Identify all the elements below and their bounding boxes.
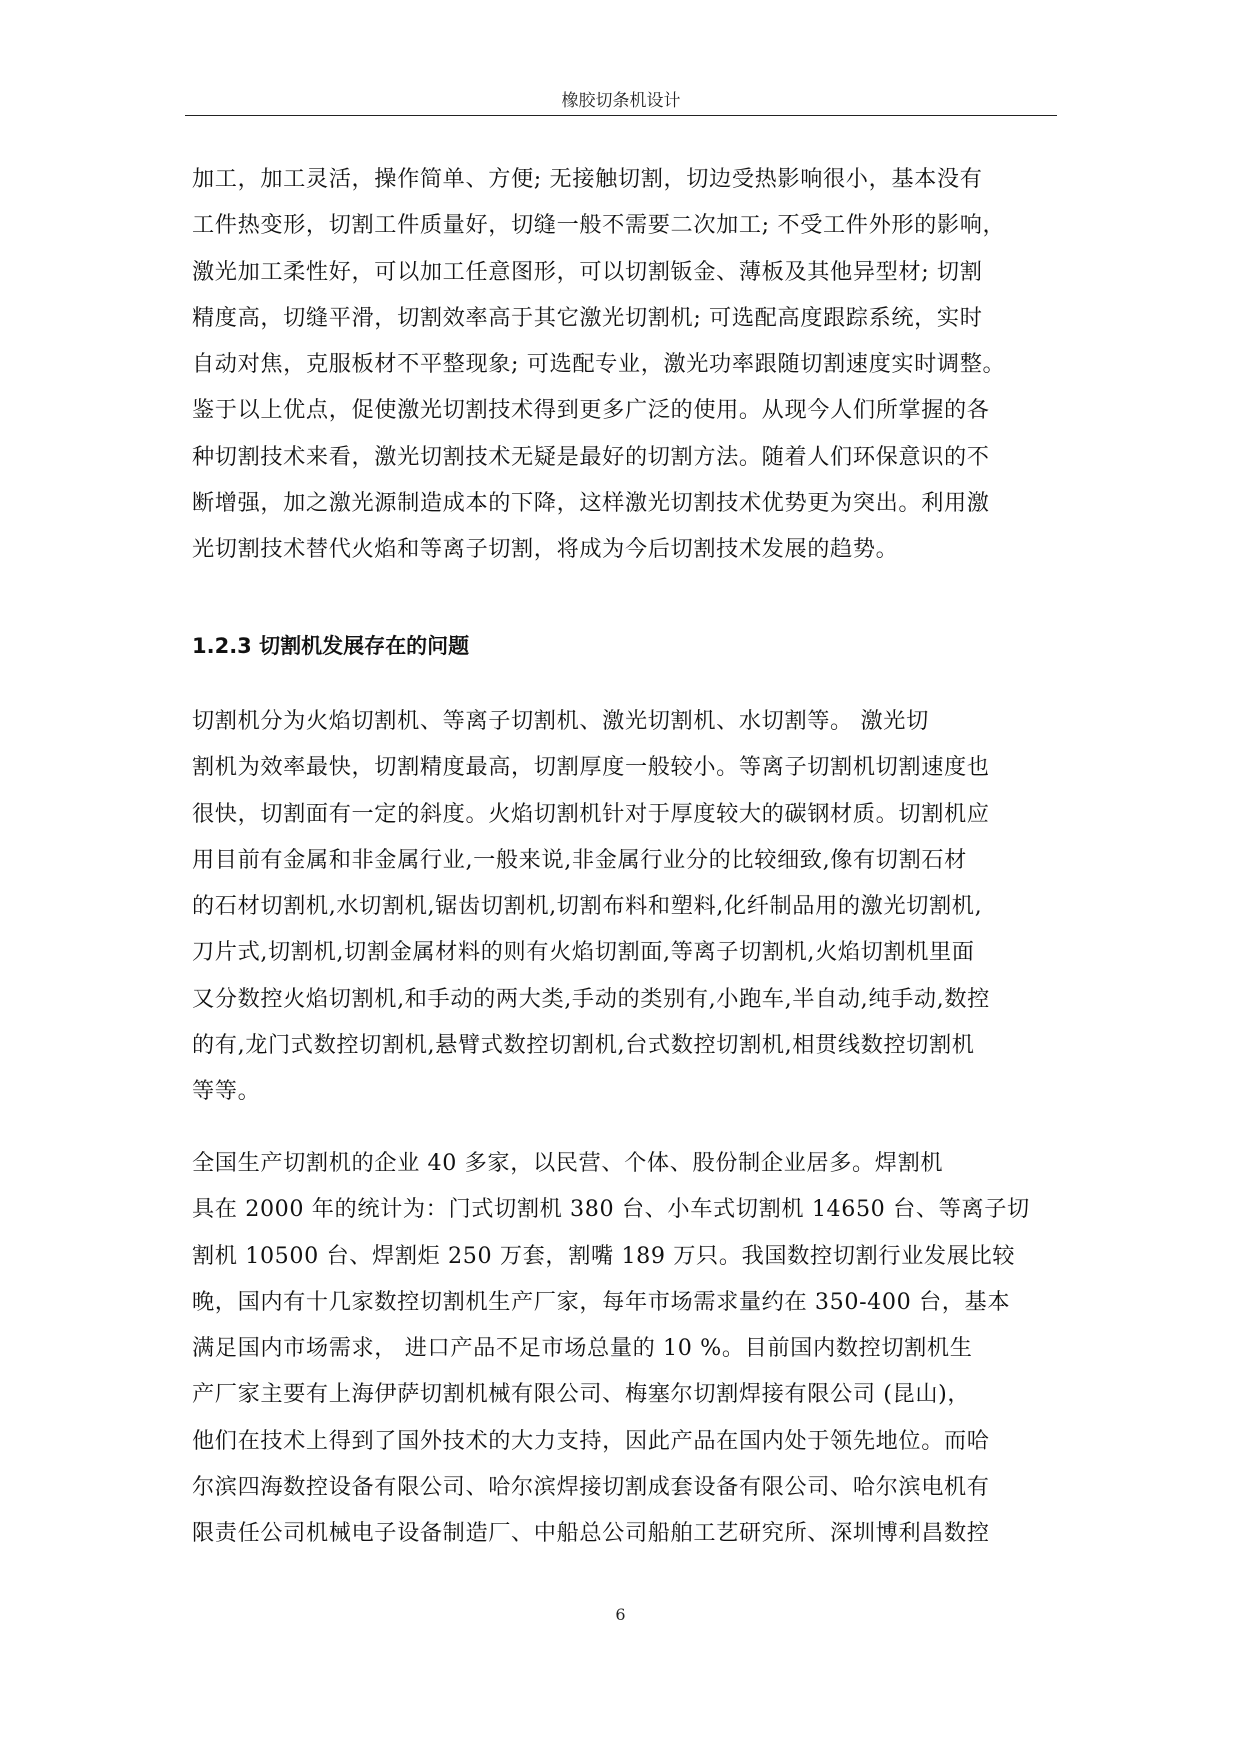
text-line: 具在 2000 年的统计为：门式切割机 380 台、小车式切割机 14650 台、等离子切 — [192, 1196, 1030, 1223]
text-line: 工件热变形，切割工件质量好，切缝一般不需要二次加工; 不受工件外形的影响， — [192, 212, 1006, 239]
text-line: 尔滨四海数控设备有限公司、哈尔滨焊接切割成套设备有限公司、哈尔滨电机有 — [192, 1474, 990, 1501]
text-line: 精度高，切缝平滑，切割效率高于其它激光切割机; 可选配高度跟踪系统，实时 — [192, 304, 983, 331]
paragraph-2 — [192, 698, 1058, 1115]
text-line: 产厂家主要有上海伊萨切割机械有限公司、梅塞尔切割焊接有限公司 (昆山)， — [192, 1381, 971, 1408]
text-line: 的有,龙门式数控切割机,悬臂式数控切割机,台式数控切割机,相贯线数控切割机 — [192, 1032, 975, 1059]
text-line: 加工，加工灵活，操作简单、方便; 无接触切割，切边受热影响很小，基本没有 — [192, 166, 983, 192]
paragraph-1 — [192, 156, 1058, 573]
text-line: 鉴于以上优点，促使激光切割技术得到更多广泛的使用。从现今人们所掌握的各 — [192, 397, 990, 424]
text-line: 很快，切割面有一定的斜度。火焰切割机针对于厚度较大的碳钢材质。切割机应 — [192, 800, 990, 827]
text-line: 割机 10500 台、焊割炬 250 万套，割嘴 189 万只。我国数控切割行业发展比较 — [192, 1242, 1016, 1269]
text-line: 晚，国内有十几家数控切割机生产厂家，每年市场需求量约在 350-400 台，基本 — [192, 1288, 1011, 1315]
text-line: 光切割技术替代火焰和等离子切割，将成为今后切割技术发展的趋势。 — [192, 536, 899, 563]
paragraph-3 — [192, 1140, 1058, 1557]
text-line: 割机为效率最快，切割精度最高，切割厚度一般较小。等离子切割机切割速度也 — [192, 754, 990, 781]
text-line: 限责任公司机械电子设备制造厂、中船总公司船舶工艺研究所、深圳博利昌数控 — [192, 1520, 990, 1547]
header-divider — [185, 115, 1057, 116]
text-line: 激光加工柔性好，可以加工任意图形，可以切割钣金、薄板及其他异型材; 切割 — [192, 258, 983, 285]
text-line: 全国生产切割机的企业 40 多家，以民营、个体、股份制企业居多。焊割机 — [192, 1150, 944, 1176]
text-line: 自动对焦，克服板材不平整现象; 可选配专业，激光功率跟随切割速度实时调整。 — [192, 351, 1006, 378]
text-line: 刀片式,切割机,切割金属材料的则有火焰切割面,等离子切割机,火焰切割机里面 — [192, 939, 975, 966]
text-line: 满足国内市场需求， 进口产品不足市场总量的 10 %。目前国内数控切割机生 — [192, 1335, 973, 1362]
page-number: 6 — [615, 1605, 626, 1624]
text-line: 的石材切割机,水切割机,锯齿切割机,切割布料和塑料,化纤制品用的激光切割机, — [192, 893, 983, 920]
text-line: 他们在技术上得到了国外技术的大力支持，因此产品在国内处于领先地位。而哈 — [192, 1427, 990, 1454]
text-line: 等等。 — [192, 1078, 261, 1105]
text-line: 断增强，加之激光源制造成本的下降，这样激光切割技术优势更为突出。利用激 — [192, 490, 990, 517]
text-line: 种切割技术来看，激光切割技术无疑是最好的切割方法。随着人们环保意识的不 — [192, 443, 990, 470]
running-header: 橡胶切条机设计 — [561, 91, 681, 111]
text-line: 又分数控火焰切割机,和手动的两大类,手动的类别有,小跑车,半自动,纯手动,数控 — [192, 985, 990, 1012]
text-line: 用目前有金属和非金属行业,一般来说,非金属行业分的比较细致,像有切割石材 — [192, 846, 967, 873]
text-line: 切割机分为火焰切割机、等离子切割机、激光切割机、水切割等。 激光切 — [192, 708, 929, 734]
section-heading: 1.2.3 切割机发展存在的问题 — [192, 634, 470, 658]
